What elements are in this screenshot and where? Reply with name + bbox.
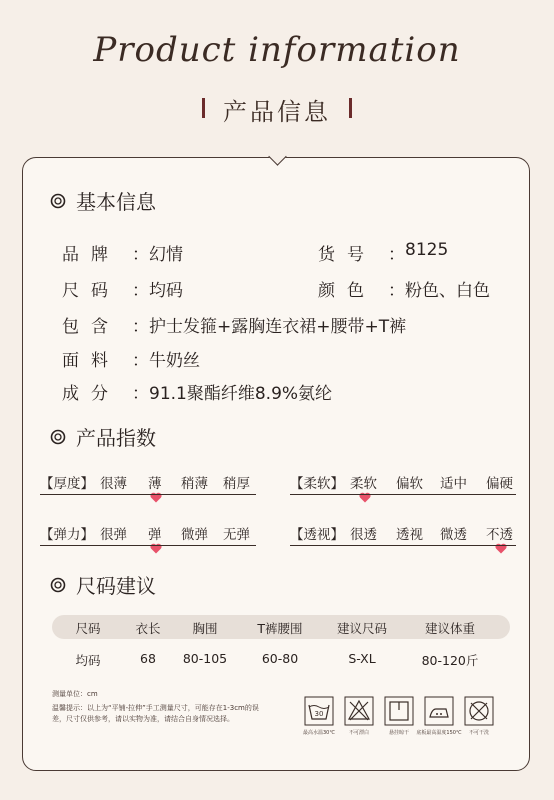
size-table-cell: 60-80 [261,651,299,666]
fabric-value: 牛奶丝 [149,351,200,371]
composition-value: 91.1聚酯纤维8.9%氨纶 [149,384,333,404]
size-table-cell: S-XL [348,651,376,666]
brand-value: 幻情 [149,245,183,265]
index-option: 稍厚 [223,476,250,492]
size-table-header-cell: 胸围 [192,621,218,636]
item-no-value: 8125 [405,240,449,260]
size-table-cell: 80-120斤 [421,653,479,668]
index-option: 偏硬 [486,476,513,492]
index-option: 很透 [350,527,377,543]
wash-30-icon [304,696,334,726]
measure-tip: 温馨提示：以上为“平铺-拉伸”手工测量尺寸，可能存在1-3cm的误差，尺寸仅供参考，请以实物为准，请结合自身情况选择。 [52,704,259,723]
iron-150-icon [424,696,454,726]
size-table-header-cell: T裤腰围 [257,621,303,636]
measure-unit: 测量单位：cm [52,690,98,698]
sep: ： [132,351,149,371]
sep: ： [132,384,149,404]
color-key: 颜色 [318,281,376,301]
index-option: 弹 [148,527,162,543]
care-label: 悬挂晾干 [388,730,409,736]
item-no-key: 货号 [318,245,376,265]
index-option: 微弹 [181,527,208,543]
product-index-title: 产品指数 [76,426,156,450]
care-label: 不可漂白 [348,730,369,736]
hang-dry-icon [384,696,414,726]
care-label: 不可干洗 [468,730,489,736]
size-value: 均码 [149,281,183,301]
composition-key: 成分 [62,384,120,404]
index-option: 稍薄 [181,476,208,492]
index-option: 不透 [486,527,513,543]
index-option: 微透 [440,527,467,543]
sep: ： [132,317,149,337]
index-label: 【厚度】 [40,476,94,492]
index-option: 薄 [148,476,162,492]
size-table-header-cell: 尺码 [75,621,101,636]
index-option: 柔软 [350,476,377,492]
contents-value: 护士发箍+露胸连衣裙+腰带+T裤 [149,317,407,337]
basic-info-title: 基本信息 [76,190,156,214]
sep: ： [132,245,149,265]
care-label: 最高水温30℃ [303,730,335,736]
fabric-key: 面料 [62,351,120,371]
no-bleach-icon [344,696,374,726]
index-option: 偏软 [396,476,423,492]
no-dry-clean-icon [464,696,494,726]
sep: ： [388,281,405,301]
script-title: Product information [93,30,461,70]
svg-text:30: 30 [314,710,324,718]
size-table-header-cell: 建议尺码 [336,621,387,636]
index-label: 【弹力】 [40,527,94,543]
size-table-cell: 均码 [75,653,101,668]
index-label: 【柔软】 [290,476,344,492]
index-option: 透视 [396,527,423,543]
index-option: 很薄 [100,476,127,492]
size-table-header-cell: 衣长 [135,621,161,636]
size-table-header-cell: 建议体重 [424,621,475,636]
sep: ： [132,281,149,301]
index-option: 适中 [440,476,467,492]
size-table-cell: 80-105 [182,651,228,666]
index-label: 【透视】 [290,527,344,543]
index-option: 无弹 [223,527,250,543]
size-table-cell: 68 [140,651,156,666]
index-option: 很弹 [100,527,127,543]
page-title: 产品信息 [223,98,331,126]
care-label: 底板最高温度150℃ [416,730,462,736]
color-value: 粉色、白色 [405,281,490,301]
sep: ： [388,245,405,265]
size-title: 尺码建议 [76,574,156,598]
size-key: 尺码 [62,281,120,301]
brand-key: 品牌 [62,245,120,265]
contents-key: 包含 [62,317,120,337]
